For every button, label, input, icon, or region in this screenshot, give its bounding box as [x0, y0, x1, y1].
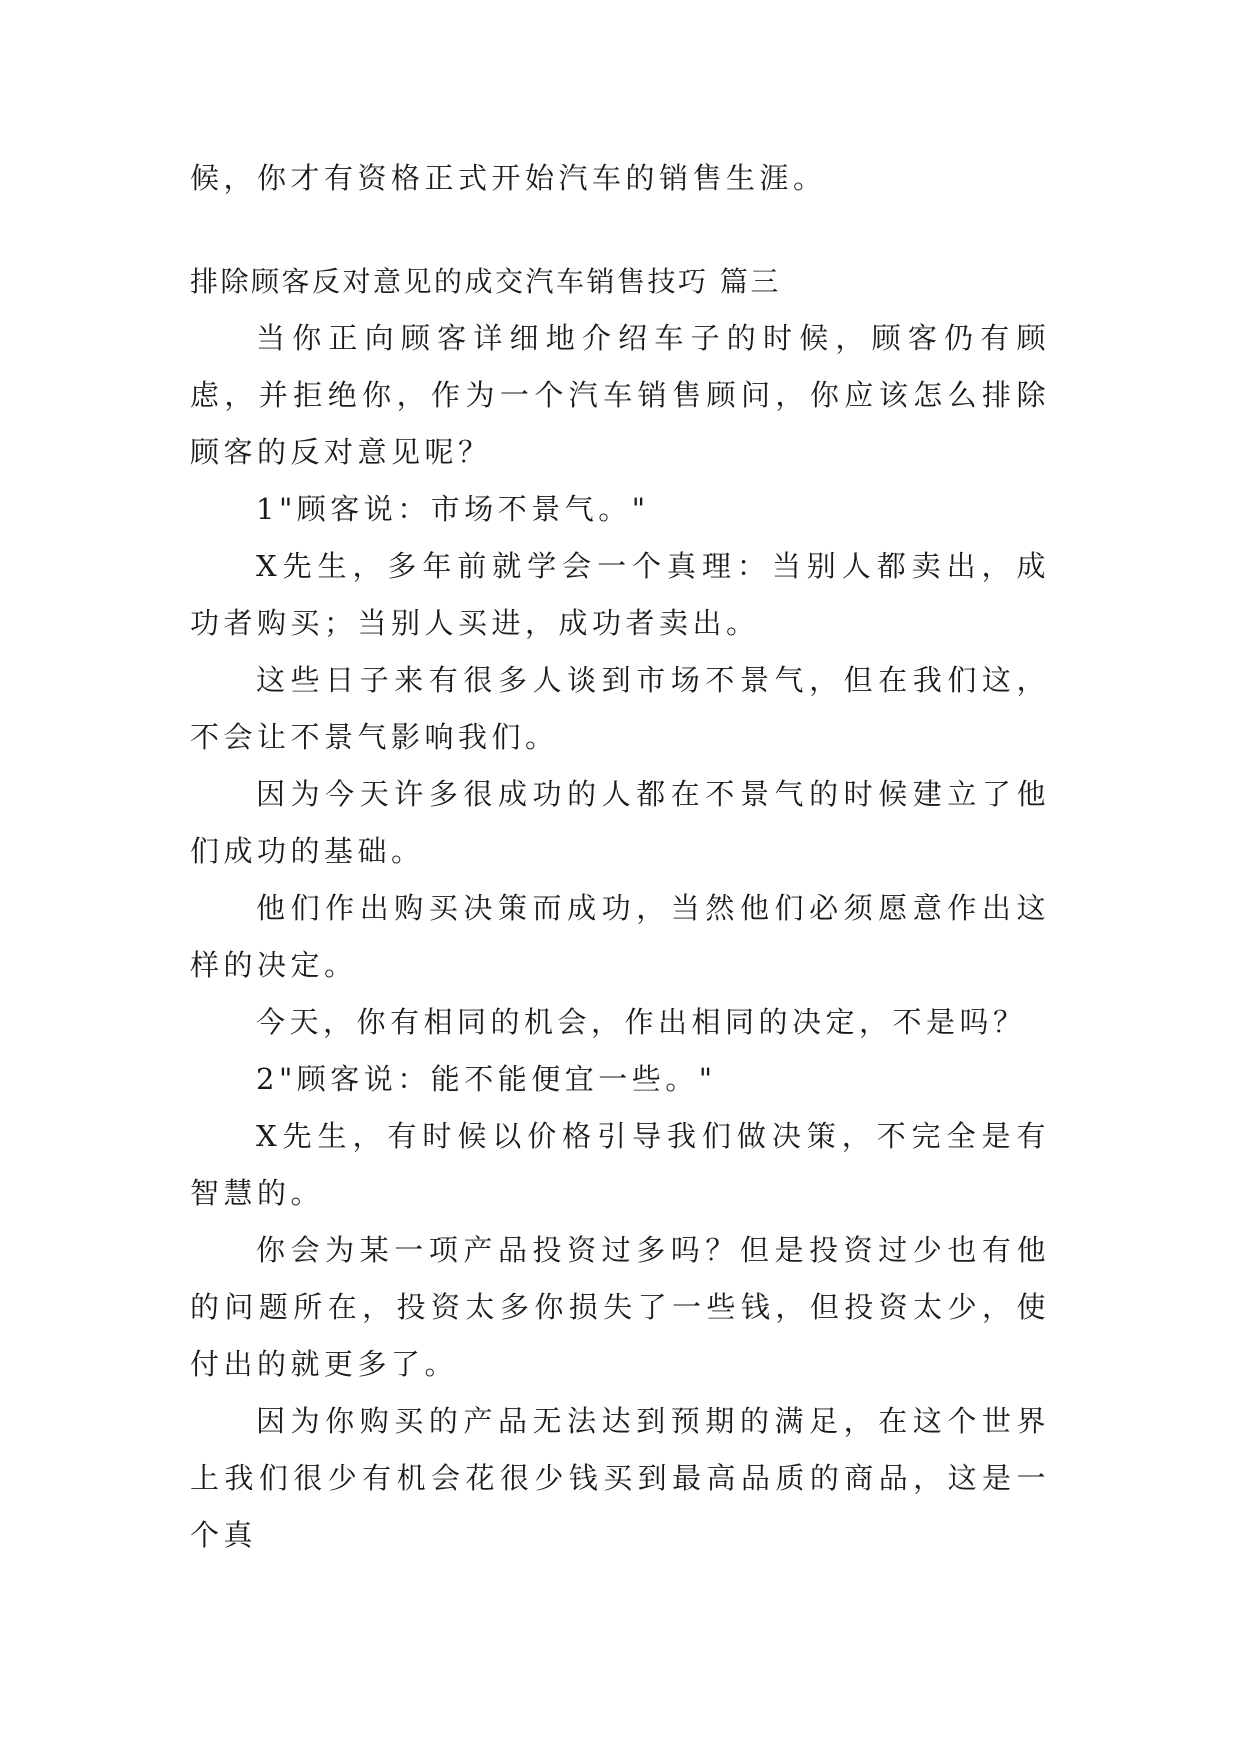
- paragraph: 今天，你有相同的机会，作出相同的决定，不是吗？: [256, 1005, 1027, 1039]
- paragraph: X先生，多年前就学会一个真理：当别人都卖出，成功者购买；当别人买进，成功者卖出。: [190, 549, 1050, 640]
- paragraph: 这些日子来有很多人谈到市场不景气，但在我们这，不会让不景气影响我们。: [190, 663, 1050, 754]
- paragraph: 当你正向顾客详细地介绍车子的时候，顾客仍有顾虑，并拒绝你，作为一个汽车销售顾问，你应该怎么排除顾客的反对意见呢？: [190, 321, 1050, 469]
- paragraph: 2"顾客说：能不能便宜一些。": [256, 1062, 717, 1096]
- paragraph: X先生，有时候以价格引导我们做决策，不完全是有智慧的。: [190, 1119, 1050, 1210]
- paragraph: 因为今天许多很成功的人都在不景气的时候建立了他们成功的基础。: [190, 777, 1050, 868]
- paragraph: 因为你购买的产品无法达到预期的满足，在这个世界上我们很少有机会花很少钱买到最高品质的商品，这是一个真: [190, 1404, 1050, 1552]
- document-body: [190, 150, 1050, 1564]
- paragraph: 1"顾客说：市场不景气。": [256, 492, 650, 526]
- section-title: 排除顾客反对意见的成交汽车销售技巧 篇三: [190, 265, 781, 298]
- paragraph: 你会为某一项产品投资过多吗？但是投资过少也有他的问题所在，投资太多你损失了一些钱，但投资太少，使付出的就更多了。: [190, 1233, 1050, 1381]
- paragraph: 他们作出购买决策而成功，当然他们必须愿意作出这样的决定。: [190, 891, 1050, 982]
- intro-line: 候，你才有资格正式开始汽车的销售生涯。: [190, 161, 827, 195]
